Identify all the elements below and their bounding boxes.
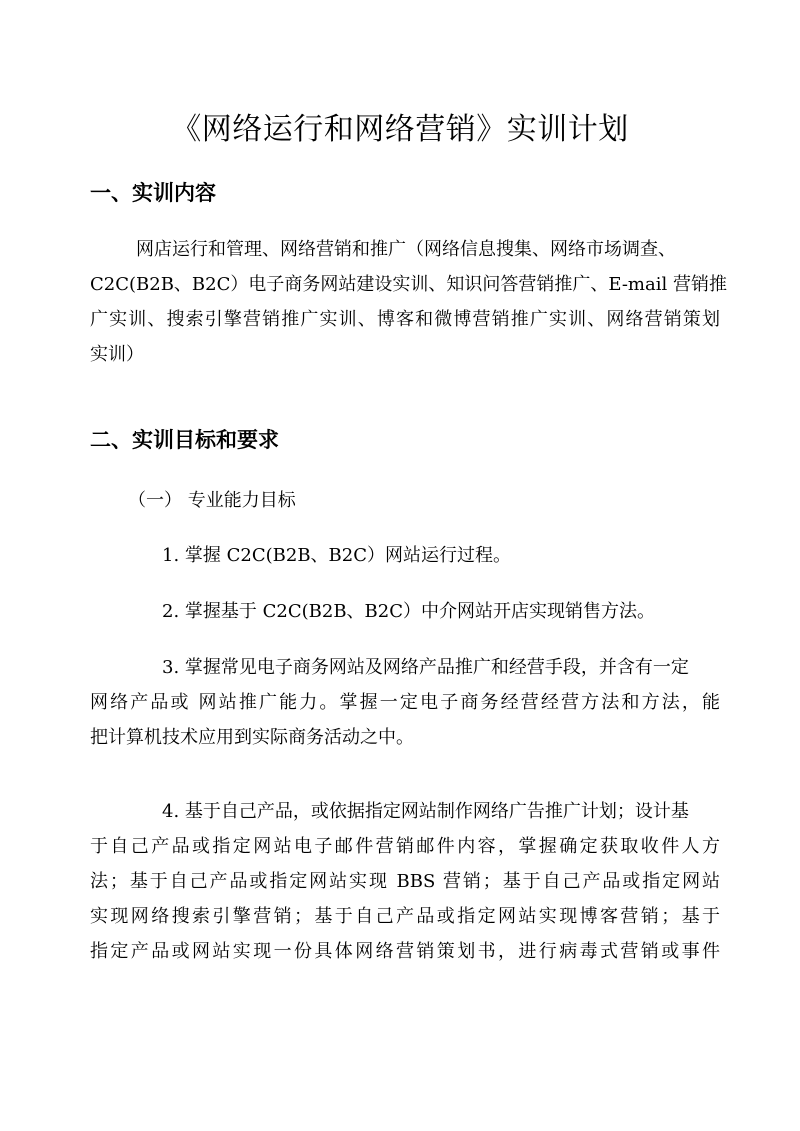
paragraph-line: 实训） (90, 344, 144, 365)
goal-item-line: 1. 掌握 C2C(B2B、B2C）网站运行过程。 (162, 545, 511, 566)
subheading-professional-ability (90, 483, 720, 518)
section-heading-training-content: 一、实训内容 (90, 181, 216, 205)
goal-item-4 (90, 794, 720, 969)
section-heading-goals-requirements: 二、实训目标和要求 (90, 428, 279, 452)
subheading-text: （一） 专业能力目标 (128, 490, 296, 511)
goal-item-line: 4. 基于自己产品，或依据指定网站制作网络广告推广计划；设计基 (162, 801, 689, 822)
paragraph-line: 网店运行和管理、网络营销和推广（网络信息搜集、网络市场调查、 (136, 239, 676, 260)
goal-item-line: 指定产品或网站实现一份具体网络营销策划书，进行病毒式营销或事件 (90, 941, 720, 962)
training-content-paragraph (90, 232, 727, 372)
goal-item-line: 法；基于自己产品或指定网站实现 BBS 营销；基于自己产品或指定网站 (90, 871, 720, 892)
goal-item-line: 于自己产品或指定网站电子邮件营销邮件内容，掌握确定获取收件人方 (90, 836, 720, 857)
paragraph-line: C2C(B2B、B2C）电子商务网站建设实训、知识问答营销推广、E-mail 营销推 (90, 274, 727, 295)
goal-item-line: 把计算机技术应用到实际商务活动之中。 (90, 727, 414, 748)
paragraph-line: 广实训、搜索引擎营销推广实训、博客和微博营销推广实训、网络营销策划 (90, 309, 720, 330)
goal-item-line: 2. 掌握基于 C2C(B2B、B2C）中介网站开店实现销售方法。 (162, 601, 655, 622)
goal-item-2 (90, 594, 720, 629)
goal-item-line: 网络产品或 网站推广能力。掌握一定电子商务经营经营方法和方法，能 (90, 692, 720, 713)
goal-item-3 (90, 650, 720, 755)
goal-item-1 (90, 538, 720, 573)
document-title: 《网络运行和网络营销》实训计划 (171, 112, 629, 147)
goal-item-line: 3. 掌握常见电子商务网站及网络产品推广和经营手段，并含有一定 (162, 657, 689, 678)
goal-item-line: 实现网络搜索引擎营销；基于自己产品或指定网站实现博客营销；基于 (90, 906, 720, 927)
